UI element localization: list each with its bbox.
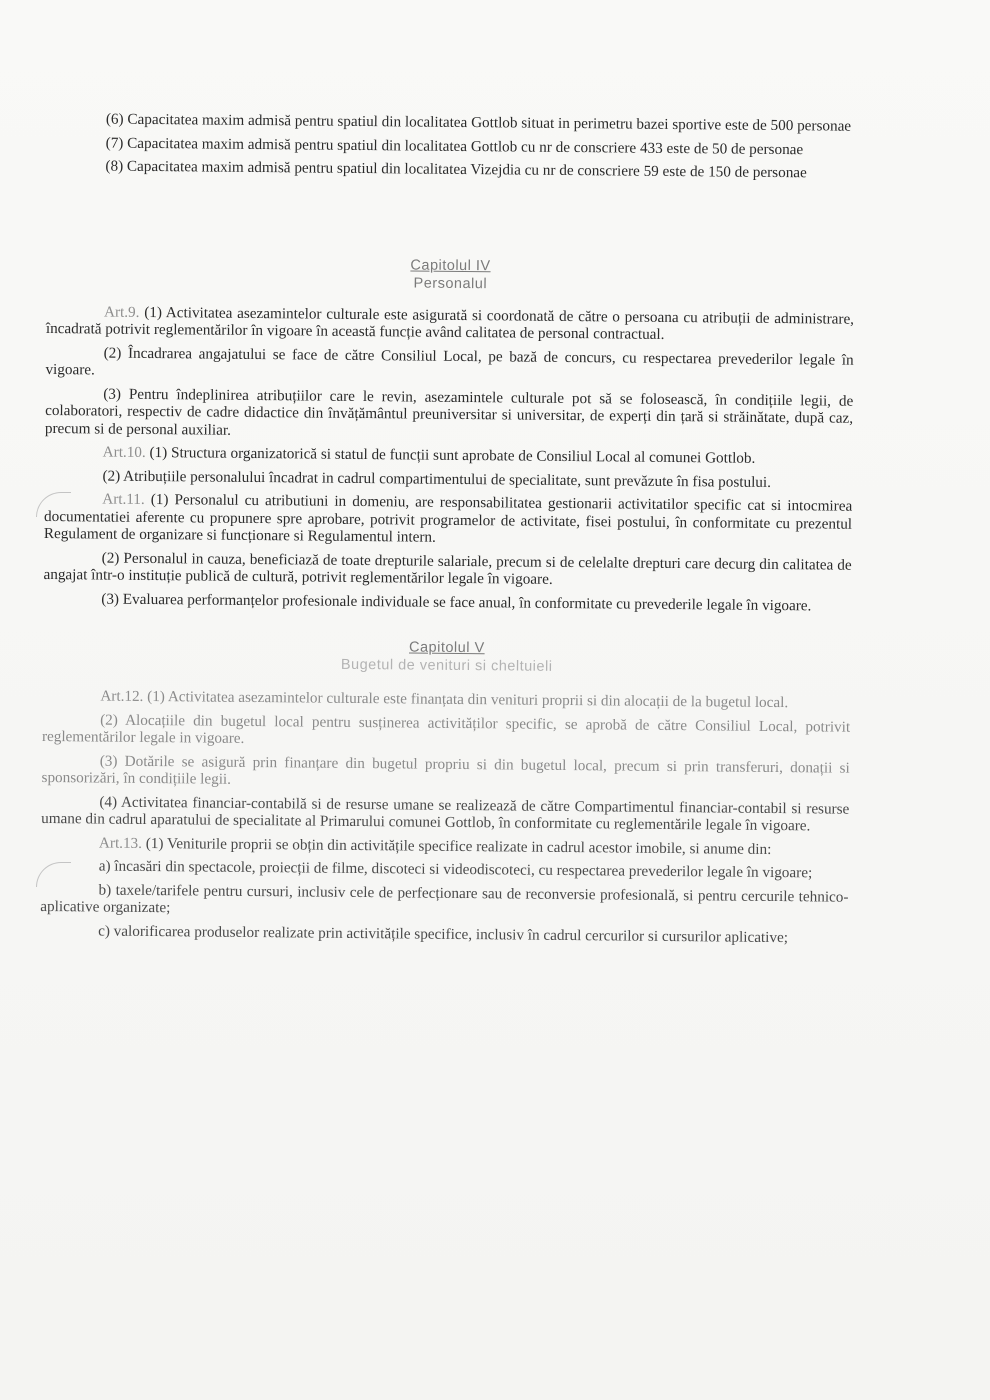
chapter-4-heading xyxy=(46,252,854,296)
article-10-paragraph-2: (2) Atribuțiile personalului încadrat in cadrul compartimentului de specialitate, sunt prevăzute în fisa postului. xyxy=(102,467,772,491)
article-9-paragraph-1: Art.9. (1) Activitatea asezamintelor culturale este asigurată si coordonată de către o persoana cu atribuții de administrare, încadrată potrivit reglementărilor în vigoare în această funcție având calitatea de personal contractual. xyxy=(45,303,855,343)
article-12-paragraph-4: (4) Activitatea financiar-contabilă si de resurse umane se realizează de către Compartimentul financiar-contabil si resurse umane din cadrul aparatului de specialitate al Primarului comunei Gottlob, în conformitate cu reglementările legale în vigoare. xyxy=(41,793,850,835)
article-13-item-b: b) taxele/tarifele pentru cursuri, inclusiv cele de perfecționare sau de reconversie profesională, si pentru cercurile tehnico-aplicative organizate; xyxy=(40,881,849,917)
article-11-paragraph-2: (2) Personalul in cauza, beneficiază de toate drepturile salariale, precum si de celelalte drepturi care decurg din calitatea de angajat într-o instituție publică de cultură, potrivit reglementărilor legale în vigoare. xyxy=(43,549,852,588)
article-13-label: Art.13. xyxy=(98,834,143,852)
capacity-section xyxy=(47,110,856,182)
chapter-4-title: Capitolul IV xyxy=(410,256,491,274)
paragraph-capacity-7: (7) Capacitatea maxim admisă pentru spatiul din localitatea Gottlob cu nr de conscriere 433 este de 50 de personae xyxy=(105,134,804,158)
article-12-paragraph-2: (2) Alocațiile din bugetul local pentru susținerea activităților specific, se aprobă de către Consiliul Local, potrivit reglementărilor legale in vigoare. xyxy=(41,711,851,747)
paragraph-capacity-6: (6) Capacitatea maxim admisă pentru spatiul din localitatea Gottlob situat in perimetru bazei sportive este de 500 personae xyxy=(105,110,852,135)
article-11-label: Art.11. xyxy=(102,490,145,508)
article-12-label: Art.12. xyxy=(100,687,144,705)
article-12-paragraph-3: (3) Dotările se asigură prin finanțare din bugetul propriu si din bugetul local, precum si prin transferuri, donații si sponsorizări, în condițiile legii. xyxy=(41,752,850,788)
chapter-5-heading xyxy=(43,635,851,679)
chapter-4-subtitle: Personalul xyxy=(413,275,488,292)
article-11-paragraph-3: (3) Evaluarea performanțelor profesionale individuale se face anual, în conformitate cu prevederile legale în vigoare. xyxy=(101,590,812,614)
article-10-label: Art.10. xyxy=(102,443,146,461)
article-13-item-c: c) valorificarea produselor realizate prin activitățile specifice, inclusiv în cadrul cercurilor si cursurilor aplicative; xyxy=(98,922,789,946)
paragraph-capacity-8: (8) Capacitatea maxim admisă pentru spatiul din localitatea Vizejdia cu nr de conscriere 59 este de 150 de personae xyxy=(105,157,807,182)
chapter-5-title: Capitolul V xyxy=(408,639,485,657)
article-9-label: Art.9. xyxy=(103,303,140,321)
chapter-5-subtitle: Bugetul de venituri si cheltuieli xyxy=(340,656,553,675)
article-11-paragraph-1: Art.11. (1) Personalul cu atributiuni in domeniu, are responsabilitatea gestionarii activitatilor specific cat si intocmirea documentatiei aferente cu propunere spre aprobare, potrivit programelor de activitate, fisei postului, în conformitate cu prezentul Regulament de organizare si funcționare si Regulamentul intern. xyxy=(43,490,853,546)
article-13-intro: Art.13. (1) Veniturile proprii se obțin din activitățile specifice realizate in cadrul acestor imobile, si anume din: xyxy=(98,834,772,858)
article-12-paragraph-1: Art.12. (1) Activitatea asezamintelor culturale este finanțata din venituri proprii si din alocații de la bugetul local. xyxy=(100,687,789,712)
article-9-paragraph-2: (2) Încadrarea angajatului se face de către Consiliul Local, pe bază de concurs, cu respectarea prevederilor legale în vigoare. xyxy=(45,344,854,379)
article-10-paragraph-1: Art.10. (1) Structura organizatorică si statul de funcții sunt aprobate de Consiliul Local al comunei Gottlob. xyxy=(102,443,756,467)
article-13-item-a: a) încasări din spectacole, proiecții de filme, discoteci si videodiscoteci, cu respectarea prevederilor legale în vigoare; xyxy=(98,857,813,882)
article-9-paragraph-3: (3) Pentru îndeplinirea atribuțiilor care le revin, asezamintele culturale pot să se folosească, în condițiile legii, de colaboratori, respectiv de cadre didactice din învățământul preuniversitar si universitar, de experți din țară si străinătate, după caz, precum si de personal auxiliar. xyxy=(44,385,854,439)
document-body xyxy=(40,110,856,953)
